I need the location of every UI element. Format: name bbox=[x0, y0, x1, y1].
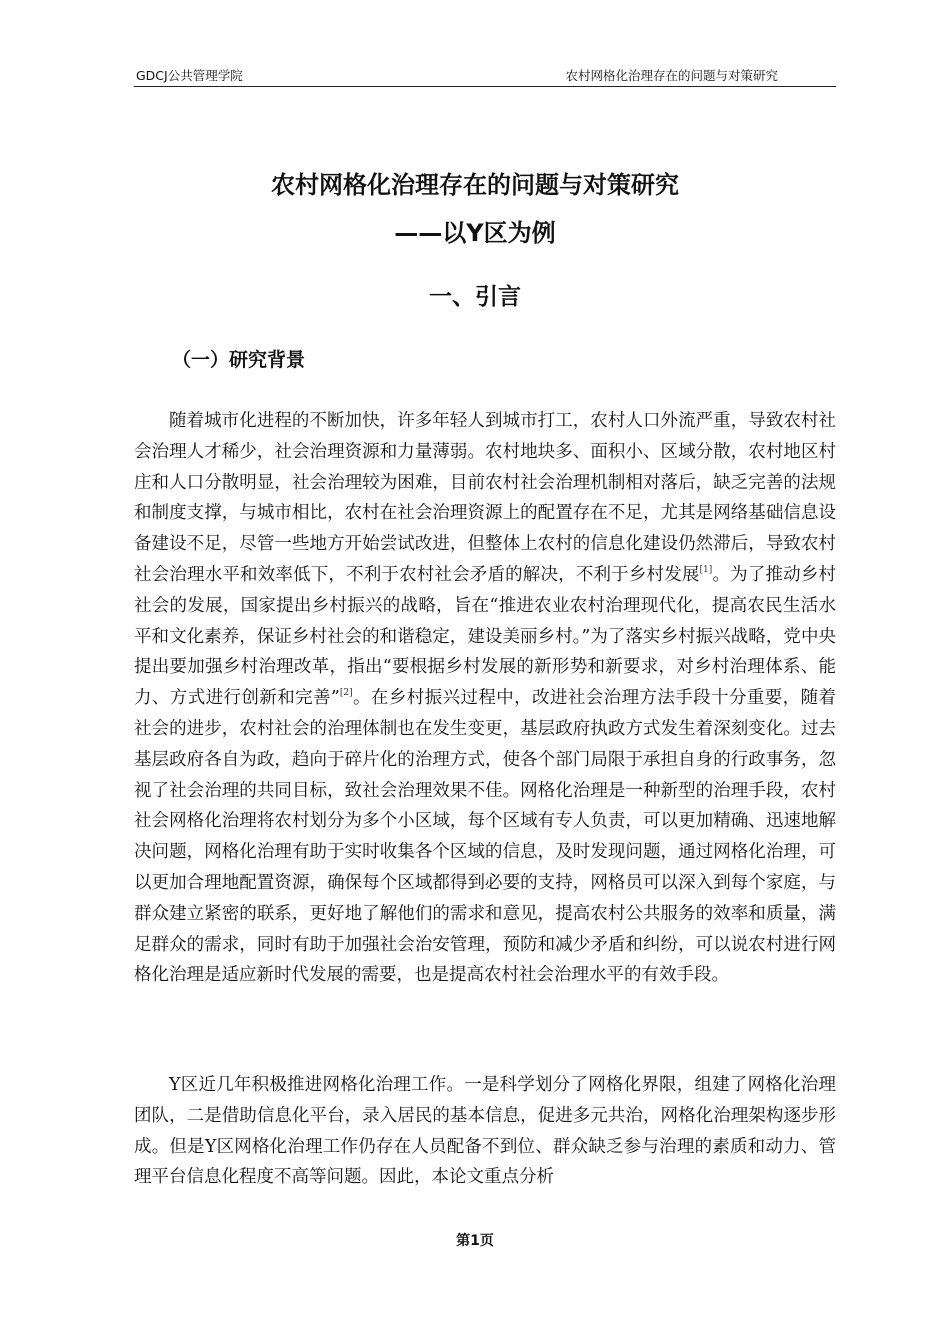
paper-title: 农村网格化治理存在的问题与对策研究 bbox=[271, 171, 679, 199]
body-paragraph-2 bbox=[134, 1070, 836, 1193]
paper-subtitle: ——以Y区为例 bbox=[394, 219, 556, 247]
citation-marker: [1] bbox=[699, 564, 713, 575]
header-paper-title: 农村网格化治理存在的问题与对策研究 bbox=[565, 68, 778, 83]
paragraph-text: 随着城市化进程的不断加快，许多年轻人到城市打工，农村人口外流严重，导致农村社会治理人才稀少，社会治理资源和力量薄弱。农村地块多、面积小、区域分散，农村地区村庄和人口分散明显，社会治理较为困难，目前农村社会治理机制相对落后，缺乏完善的法规和制度支撑，与城市相比，农村在社会治理资源上的配置存在不足，尤其是网络基础信息设备建设不足，尽管一些地方开始尝试改进，但整体上农村的信息化建设仍然滞后，导致农村社会治理水平和效率低下，不利于农村社会矛盾的解决，不利于乡村发展 bbox=[134, 411, 836, 585]
page-header bbox=[134, 68, 836, 87]
paragraph-text: 。为了推动乡村社会的发展，国家提出乡村振兴的战略，旨在“推进农业农村治理现代化，提高农民生活水平和文化素养，保证乡村社会的和谐稳定，建设美丽乡村。”为了落实乡村振兴战略，党中央提出要加强乡村治理改革，指出“要根据乡村发展的新形势和新要求，对乡村治理体系、能力、方式进行创新和完善” bbox=[134, 564, 837, 709]
paragraph-text: 。在乡村振兴过程中，改进社会治理方法手段十分重要，随着社会的进步，农村社会的治理体制也在发生变更，基层政府执政方式发生着深刻变化。过去基层政府各自为政，趋向于碎片化的治理方式，使各个部门局限于承担自身的行政事务，忽视了社会治理的共同目标，致社会治理效果不佳。网格化治理是一种新型的治理手段，农村社会网格化治理将农村划分为多个小区域，每个区域有专人负责，可以更加精确、迅速地解决问题，网格化治理有助于实时收集各个区域的信息，及时发现问题，通过网格化治理，可以更加合理地配置资源，确保每个区域都得到必要的支持，网格员可以深入到每个家庭，与群众建立紧密的联系，更好地了解他们的需求和意见，提高农村公共服务的效率和质量，满足群众的需求，同时有助于加强社会治安管理，预防和减少矛盾和纠纷，可以说农村进行网格化治理是适应新时代发展的需要，也是提高农村社会治理水平的有效手段。 bbox=[134, 688, 836, 986]
header-institution: GDCJ公共管理学院 bbox=[136, 68, 243, 83]
paragraph-text: Y区近几年积极推进网格化治理工作。一是科学划分了网格化界限，组建了网格化治理团队，二是借助信息化平台，录入居民的基本信息，促进多元共治，网格化治理架构逐步形成。但是Y区网格化治理工作仍存在人员配备不到位、群众缺乏参与治理的素质和动力、管理平台信息化程度不高等问题。因此，本论文重点分析 bbox=[134, 1075, 836, 1188]
section-heading: 一、引言 bbox=[429, 284, 521, 310]
subsection-heading: （一）研究背景 bbox=[172, 349, 306, 371]
page-number: 第1页 bbox=[456, 1233, 494, 1249]
body-paragraph-1 bbox=[134, 406, 836, 991]
citation-marker: [2] bbox=[339, 688, 353, 699]
